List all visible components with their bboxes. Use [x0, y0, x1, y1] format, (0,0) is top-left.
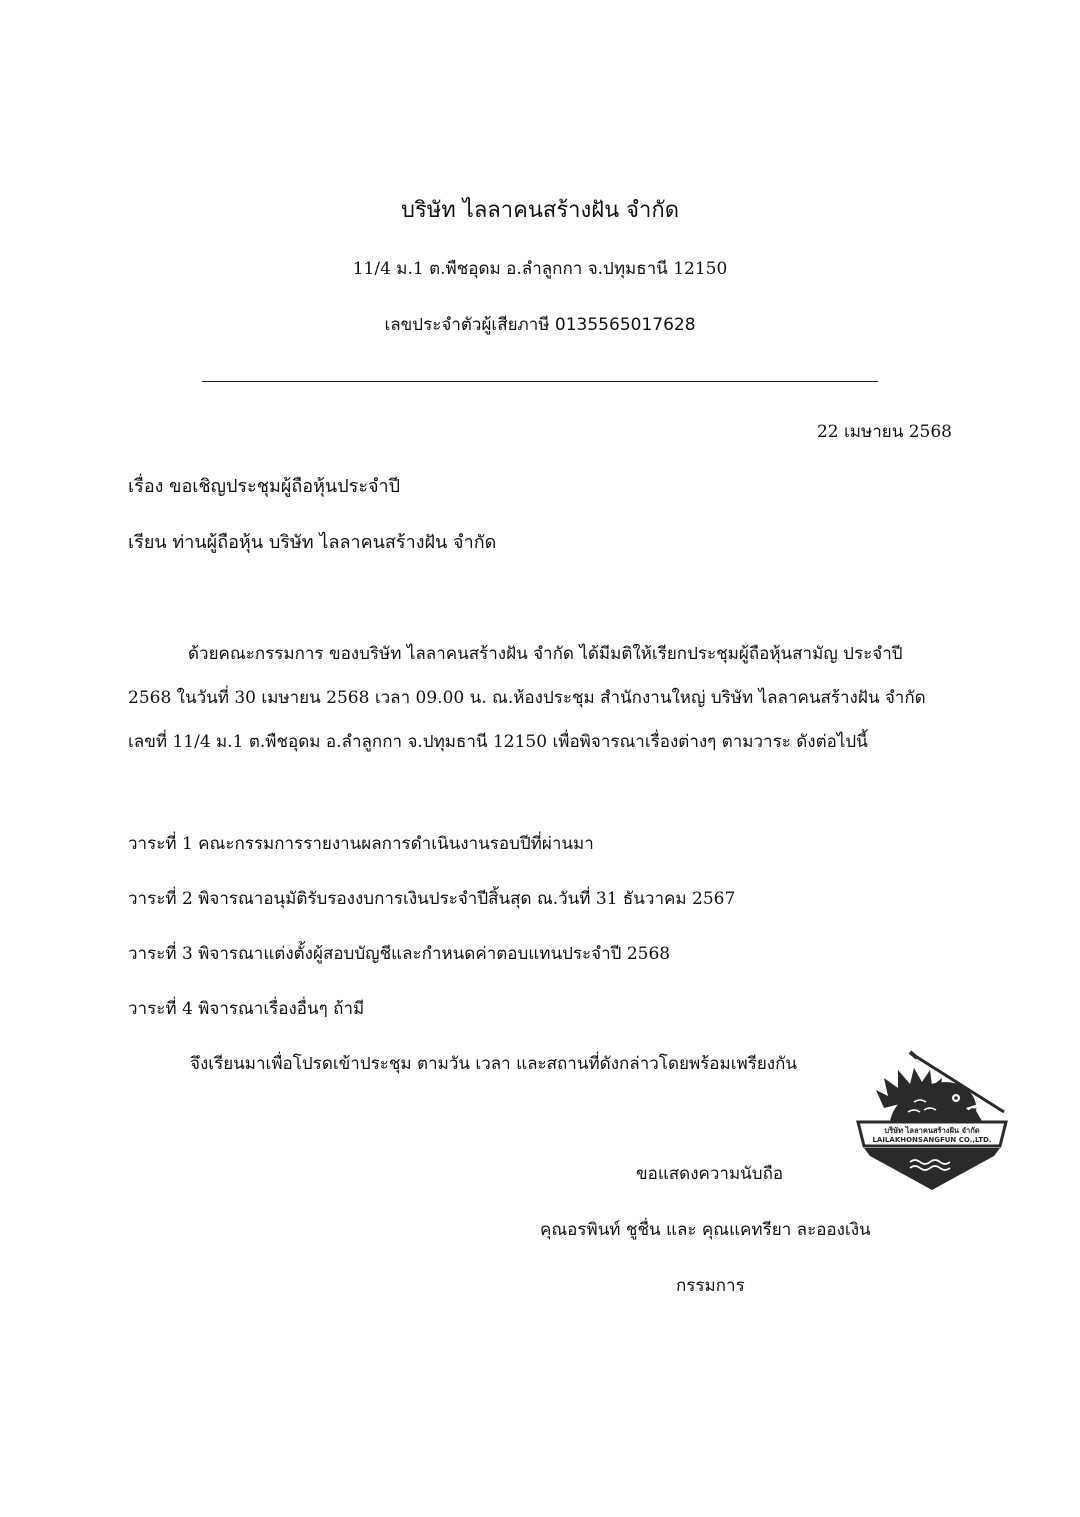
agenda-item-1: วาระที่ 1 คณะกรรมการรายงานผลการดำเนินงานรอบปีที่ผ่านมา [128, 834, 594, 854]
agenda-item-2: วาระที่ 2 พิจารณาอนุมัติรับรองงบการเงินประจำปีสิ้นสุด ณ.วันที่ 31 ธันวาคม 2567 [128, 889, 736, 909]
agenda-item-4: วาระที่ 4 พิจารณาเรื่องอื่นๆ ถ้ามี [128, 999, 365, 1019]
header-divider [202, 381, 878, 382]
company-address: 11/4 ม.1 ต.พืชอุดม อ.ลำลูกกา จ.ปทุมธานี 12150 [352, 259, 728, 279]
body-paragraph [128, 632, 958, 764]
letter-date: 22 เมษายน 2568 [816, 422, 952, 442]
body-line-1: ด้วยคณะกรรมการ ของบริษัท ไลลาคนสร้างฝัน จำกัด ได้มีมติให้เรียกประชุมผู้ถือหุ้นสามัญ ประจำปี [188, 644, 903, 664]
body-line-3: เลขที่ 11/4 ม.1 ต.พืชอุดม อ.ลำลูกกา จ.ปทุมธานี 12150 เพื่อพิจารณาเรื่องต่างๆ ตามวาระ ดังต่อไปนี้ [128, 732, 868, 752]
tax-id: เลขประจำตัวผู้เสียภาษี 0135565017628 [384, 315, 696, 335]
signature-names: คุณอรพินท์ ชูชื่น และ คุณแคทรียา ละอองเงิน [540, 1220, 871, 1240]
body-line-2: 2568 ในวันที่ 30 เมษายน 2568 เวลา 09.00 น. ณ.ห้องประชุม สำนักงานใหญ่ บริษัท ไลลาคนสร้างฝัน จำกัด [128, 688, 926, 708]
letter-subject: เรื่อง ขอเชิญประชุมผู้ถือหุ้นประจำปี [128, 476, 401, 497]
company-logo [854, 1050, 1010, 1194]
signature-position: กรรมการ [676, 1276, 745, 1296]
logo-text-en: LAILAKHONSANGFUN CO.,LTD. [872, 1136, 992, 1144]
logo-text-th: บริษัท ไลลาคนสร้างฝัน จำกัด [884, 1126, 980, 1135]
fishing-club-logo-icon [854, 1050, 1010, 1194]
agenda-item-3: วาระที่ 3 พิจารณาแต่งตั้งผู้สอบบัญชีและกำหนดค่าตอบแทนประจำปี 2568 [128, 944, 671, 964]
closing-line: จึงเรียนมาเพื่อโปรดเข้าประชุม ตามวัน เวลา และสถานที่ดังกล่าวโดยพร้อมเพรียงกัน [190, 1054, 798, 1074]
letter-salutation: เรียน ท่านผู้ถือหุ้น บริษัท ไลลาคนสร้างฝัน จำกัด [128, 532, 497, 553]
company-name: บริษัท ไลลาคนสร้างฝัน จำกัด [400, 198, 680, 223]
signature-regards: ขอแสดงความนับถือ [636, 1164, 784, 1184]
